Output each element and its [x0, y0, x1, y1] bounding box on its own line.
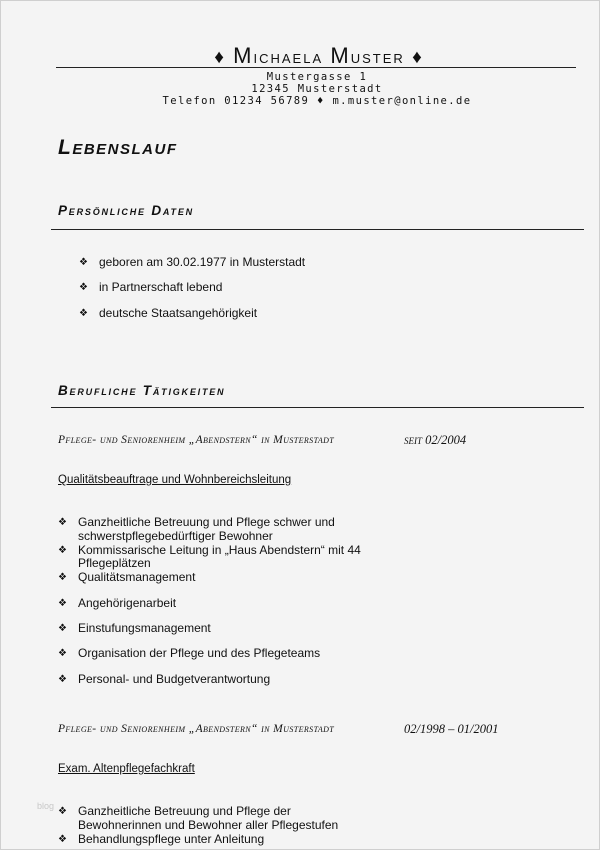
bullet-icon: ❖	[58, 517, 67, 528]
bullet-icon: ❖	[58, 648, 67, 659]
list-item-text: Qualitätsmanagement	[78, 570, 196, 584]
name-diamond-left: ♦	[214, 47, 226, 68]
list-item-text: Bewohnerinnen und Bewohner aller Pflegestufen	[78, 818, 339, 832]
bullet-icon: ❖	[58, 674, 67, 685]
bullet-icon: ❖	[58, 834, 67, 845]
bullet-icon: ❖	[79, 282, 88, 293]
section-heading-career: Berufliche Tätigkeiten	[58, 383, 226, 398]
header-rule	[56, 67, 576, 68]
address-city: 12345 Musterstadt	[251, 83, 383, 95]
list-item-text: Personal- und Budgetverantwortung	[78, 672, 271, 686]
name-diamond-right: ♦	[412, 47, 424, 68]
list-item-text: geboren am 30.02.1977 in Musterstadt	[99, 255, 306, 269]
list-item-text: Pflegeplätzen	[78, 556, 151, 570]
list-item-text: Ganzheitliche Betreuung und Pflege schwer und	[78, 515, 335, 529]
bullet-icon: ❖	[58, 572, 67, 583]
job-employer: Pflege- und Seniorenheim „Abendstern“ in Musterstadt	[58, 434, 335, 446]
job-date: 02/1998 – 01/2001	[404, 722, 499, 736]
contact-line	[1, 95, 600, 107]
job-employer: Pflege- und Seniorenheim „Abendstern“ in Musterstadt	[58, 723, 335, 735]
applicant-name	[1, 43, 600, 69]
bullet-icon: ❖	[79, 257, 88, 268]
list-item-text: in Partnerschaft lebend	[99, 280, 223, 294]
bullet-icon: ❖	[58, 598, 67, 609]
list-item-text: Organisation der Pflege und des Pflegeteams	[78, 646, 321, 660]
list-item-text: deutsche Staatsangehörigkeit	[99, 306, 258, 320]
list-item-text: Angehörigenarbeit	[78, 596, 177, 610]
bullet-icon: ❖	[79, 308, 88, 319]
list-item-text: Ganzheitliche Betreuung und Pflege der	[78, 804, 291, 818]
job-role: Exam. Altenpflegefachkraft	[58, 763, 195, 775]
section-rule-career	[51, 407, 584, 408]
job-role: Qualitätsbeauftrage und Wohnbereichsleitung	[58, 474, 292, 486]
name-last-rest: uster	[350, 47, 405, 68]
section-rule-personal	[51, 229, 584, 230]
bullet-icon: ❖	[58, 623, 67, 634]
section-heading-personal: Persönliche Daten	[58, 203, 194, 218]
address-street: Mustergasse 1	[266, 71, 368, 83]
document-title: Lebenslauf	[58, 136, 178, 159]
contact-email: m.muster@online.de	[332, 95, 472, 107]
list-item-text: Einstufungsmanagement	[78, 621, 211, 635]
name-last-initial: M	[330, 43, 351, 68]
list-item-text: Kommissarische Leitung in „Haus Abendstern“ mit 44	[78, 543, 361, 557]
contact-phone: Telefon 01234 56789	[162, 95, 310, 107]
name-first-rest: ichaela	[253, 47, 324, 68]
watermark: blog	[37, 801, 55, 811]
list-item-text: Behandlungspflege unter Anleitung	[78, 832, 265, 846]
list-item-text: schwerstpflegebedürftiger Bewohner	[78, 529, 273, 543]
bullet-icon: ❖	[58, 806, 67, 817]
name-first-initial: M	[233, 43, 254, 68]
job-date: seit 02/2004	[404, 433, 467, 447]
contact-diamond: ♦	[316, 95, 325, 107]
bullet-icon: ❖	[58, 545, 67, 556]
